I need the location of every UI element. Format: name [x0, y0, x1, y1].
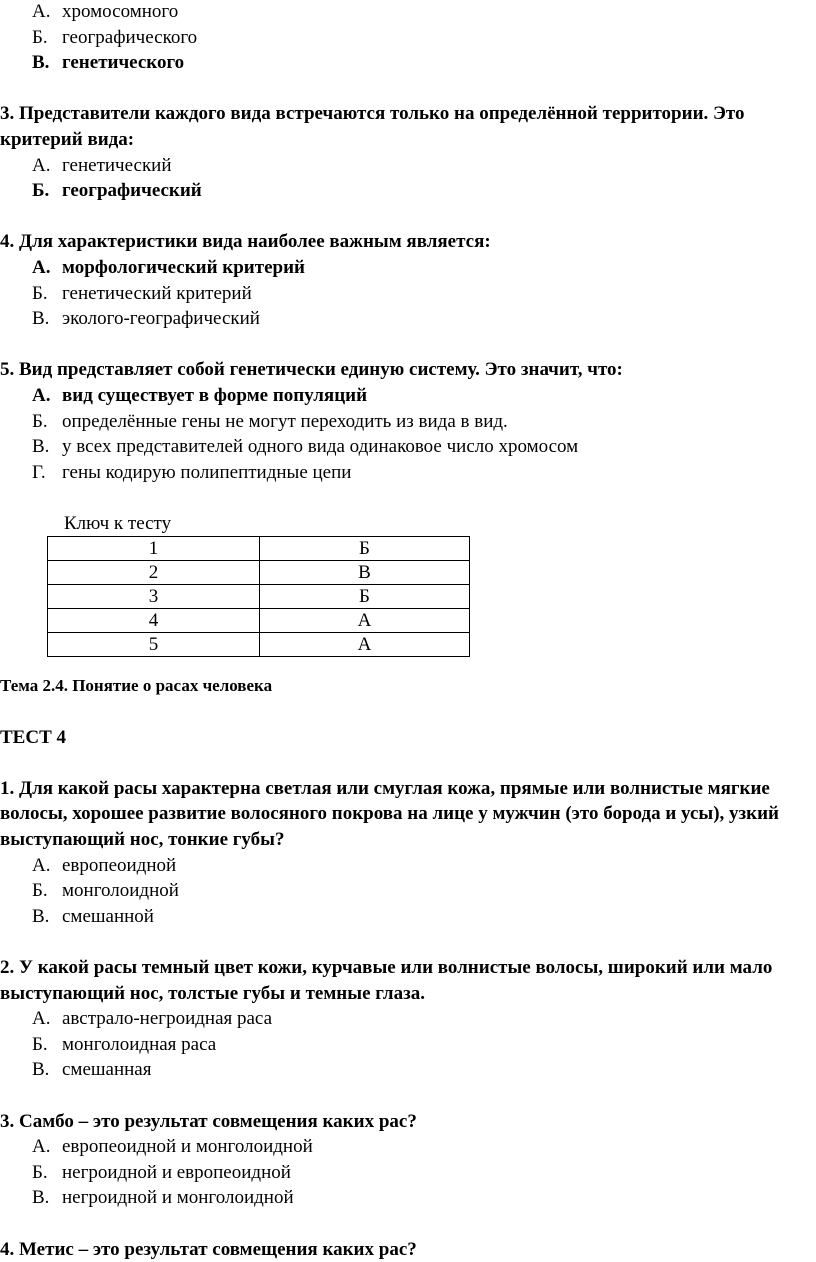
option-text: монголоидная раса: [62, 1033, 217, 1055]
option-text: морфологический критерий: [62, 256, 305, 278]
option-text: вид существует в форме популяций: [62, 384, 368, 406]
option-text: у всех представителей одного вида одинаковое число хромосом: [62, 436, 579, 458]
option-text: смешанной: [62, 905, 154, 927]
option-a: [0, 153, 816, 179]
test4-question-3: 3. Самбо – это результат совмещения каких рас?: [0, 1110, 417, 1132]
option-letter: Б.: [32, 1161, 48, 1183]
option-b: [0, 878, 816, 904]
option-a: [0, 1006, 816, 1032]
key-question-number: 4: [48, 609, 260, 633]
key-question-number: 3: [48, 585, 260, 609]
option-v: [0, 1057, 816, 1083]
option-b: [0, 1160, 816, 1186]
option-text: определённые гены не могут переходить из вида в вид.: [62, 410, 508, 432]
question-3: 3. Представители каждого вида встречаются только на определённой территории. Это критерий вида:: [0, 103, 745, 150]
key-answer: В: [260, 561, 470, 585]
option-letter: В.: [32, 905, 50, 927]
option-letter: А.: [32, 1008, 51, 1030]
option-letter: А.: [32, 154, 51, 176]
option-v: [0, 434, 816, 460]
option-v: [0, 904, 816, 930]
option-letter: В.: [32, 1187, 50, 1209]
option-text: эколого-географический: [62, 308, 260, 330]
test4-question-4: 4. Метис – это результат совмещения каких рас?: [0, 1238, 417, 1260]
option-g: [0, 460, 816, 486]
option-text: европеоидной: [62, 854, 177, 876]
table-row: [48, 537, 470, 561]
option-text: географического: [62, 26, 198, 48]
option-letter: А.: [32, 256, 51, 278]
option-text: хромосомного: [62, 1, 179, 22]
option-letter: А.: [32, 384, 51, 406]
option-text: генетический критерий: [62, 282, 252, 304]
option-b-correct: [0, 178, 816, 204]
option-b: [0, 25, 816, 51]
key-question-number: 1: [48, 537, 260, 561]
option-v: [0, 1185, 816, 1211]
option-b: [0, 281, 816, 307]
option-a: [0, 1134, 816, 1160]
table-row: [48, 561, 470, 585]
option-a: [0, 853, 816, 879]
option-letter: В.: [32, 436, 50, 458]
table-row: [48, 585, 470, 609]
key-question-number: 5: [48, 633, 260, 657]
answer-key-table: [47, 536, 470, 657]
option-letter: Г.: [32, 461, 46, 483]
option-text: монголоидной: [62, 880, 179, 902]
key-answer: А: [260, 609, 470, 633]
option-text: австрало-негроидная раса: [62, 1008, 273, 1030]
option-a-correct: [0, 383, 816, 409]
option-letter: А.: [32, 854, 51, 876]
option-letter: Б.: [32, 282, 48, 304]
option-a: [0, 0, 816, 25]
option-letter: Б.: [32, 180, 50, 202]
option-text: генетического: [62, 52, 185, 74]
option-letter: Б.: [32, 880, 48, 902]
option-a-correct: [0, 255, 816, 281]
option-text: негроидной и монголоидной: [62, 1187, 294, 1209]
option-letter: В.: [32, 1059, 50, 1081]
test4-question-1: 1. Для какой расы характерна светлая или смуглая кожа, прямые или волнистые мягкие волосы, хорошее развитие волосяного покрова на лице у мужчин (это борода и усы), узкий выступающий нос, тонкие губы?: [0, 777, 780, 851]
option-text: негроидной и европеоидной: [62, 1161, 291, 1183]
option-v-correct: [0, 50, 816, 76]
option-b: [0, 1032, 816, 1058]
table-row: [48, 609, 470, 633]
test4-question-2: 2. У какой расы темный цвет кожи, курчавые или волнистые волосы, широкий или мало выступающий нос, толстые губы и темные глаза.: [0, 957, 773, 1004]
question-5: 5. Вид представляет собой генетически единую систему. Это значит, что:: [0, 359, 623, 381]
option-b: [0, 409, 816, 435]
key-answer: А: [260, 633, 470, 657]
key-answer: Б: [260, 537, 470, 561]
option-letter: Б.: [32, 1033, 48, 1055]
option-text: гены кодирую полипептидные цепи: [62, 461, 352, 483]
option-letter: Б.: [32, 26, 48, 48]
option-text: европеоидной и монголоидной: [62, 1136, 313, 1158]
key-question-number: 2: [48, 561, 260, 585]
option-text: смешанная: [62, 1059, 152, 1081]
test-title: ТЕСТ 4: [0, 726, 66, 748]
option-v: [0, 306, 816, 332]
option-letter: В.: [32, 52, 50, 74]
option-letter: А.: [32, 1136, 51, 1158]
topic-heading: Тема 2.4. Понятие о расах человека: [0, 676, 273, 696]
option-letter: В.: [32, 308, 50, 330]
table-row: [48, 633, 470, 657]
option-letter: Б.: [32, 410, 48, 432]
key-answer: Б: [260, 585, 470, 609]
answer-key-caption: Ключ к тесту: [64, 512, 172, 534]
option-text: географический: [62, 180, 202, 202]
question-4: 4. Для характеристики вида наиболее важным является:: [0, 231, 491, 253]
option-text: генетический: [62, 154, 172, 176]
option-letter: А.: [32, 1, 51, 22]
